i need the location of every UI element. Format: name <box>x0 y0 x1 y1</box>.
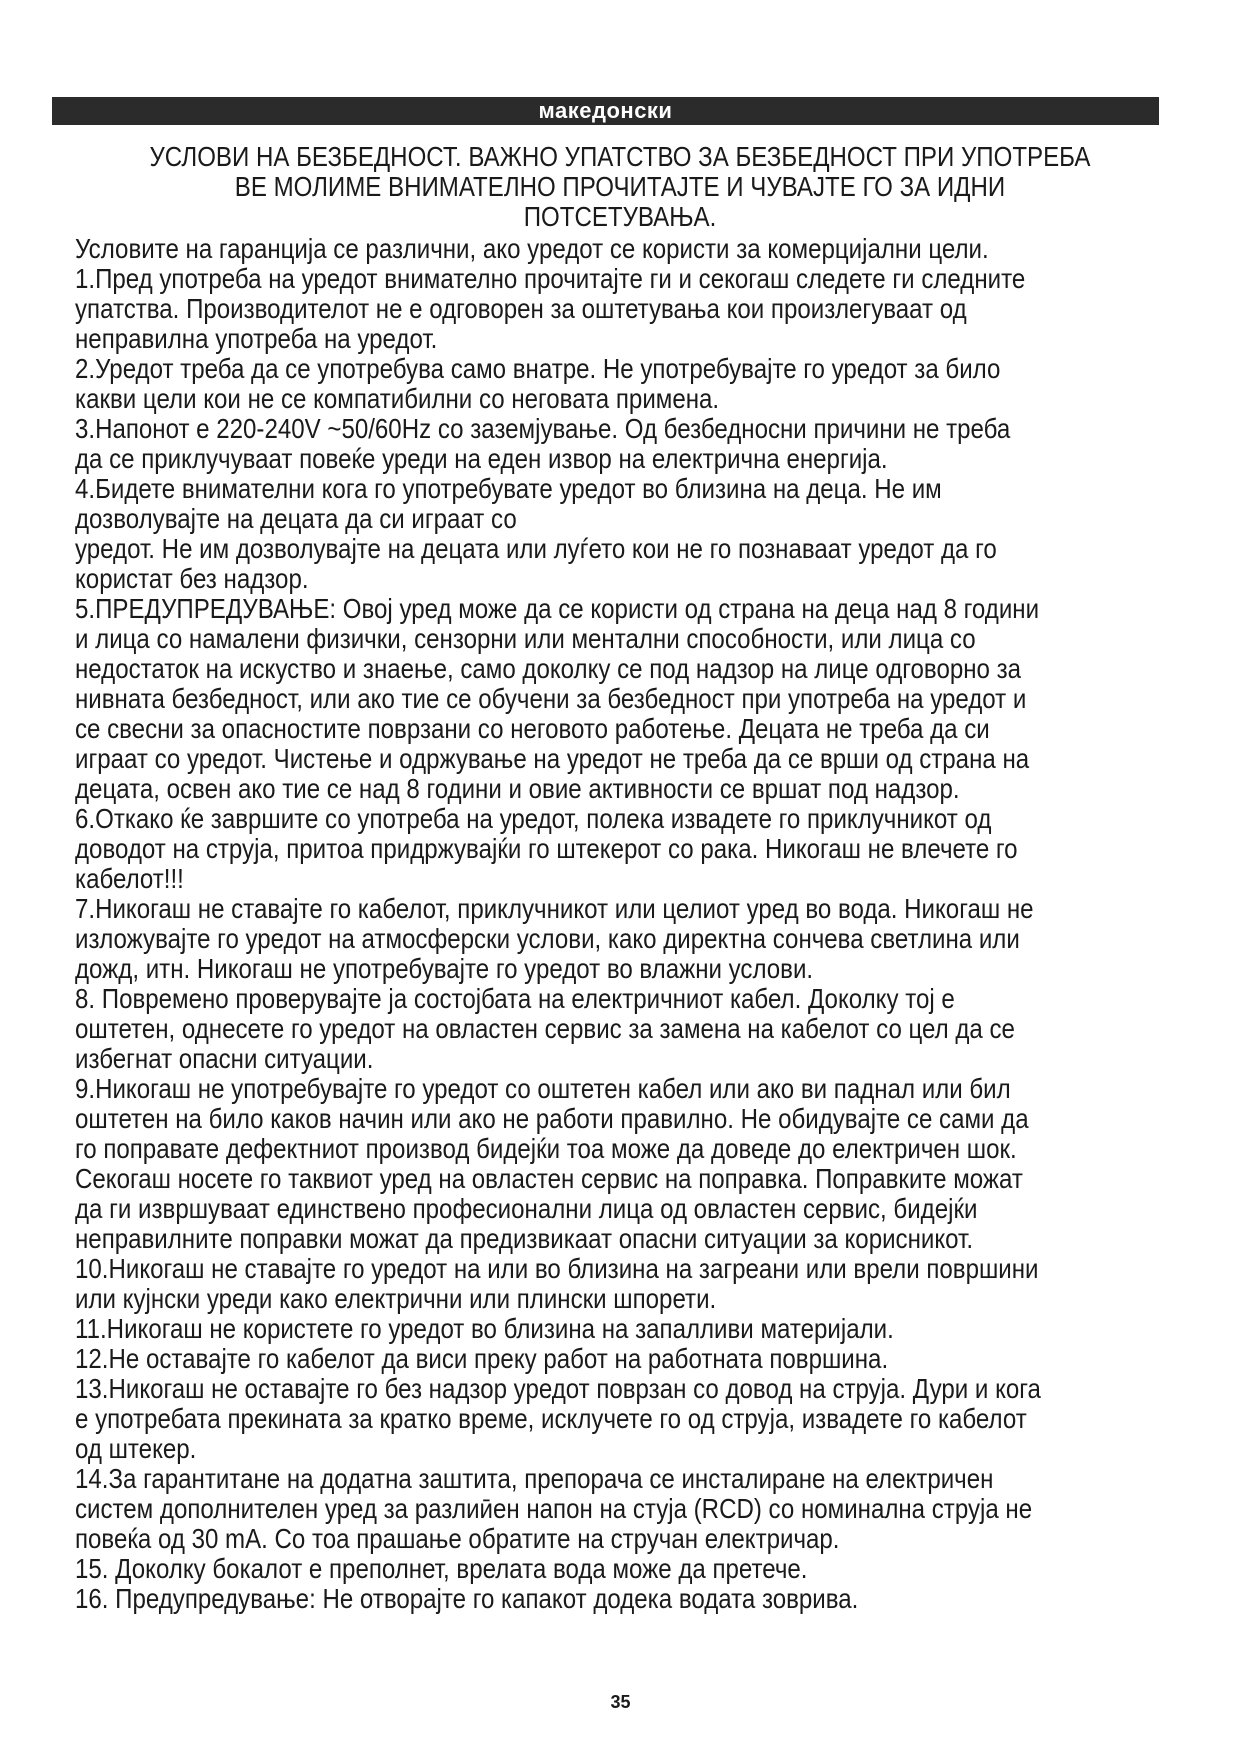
text-line: недостаток на искуство и знаење, само доколку се под надзор на лице одговорно за <box>75 653 1022 684</box>
text-line: играат со уредот. Чистење и одржување на уредот не треба да се врши од страна на <box>75 743 1030 774</box>
text-line: 5.ПРЕДУПРЕДУВАЊЕ: Овој уред може да се користи од страна на деца над 8 години <box>75 593 1040 624</box>
text-line: 8. Повремено проверувајте ја состојбата на електричниот кабел. Доколку тој е <box>75 983 955 1014</box>
text-line: изложувајте го уредот на атмосферски услови, како директна сончева светлина или <box>75 923 1020 954</box>
text-line: неправилна употреба на уредот. <box>75 323 438 354</box>
text-line: 14.За гарантитане на додатна заштита, препорача се инсталиране на електричен <box>75 1463 994 1494</box>
text-line: е употребата прекината за кратко време, исклучете го од струја, извадете го кабелот <box>75 1403 1027 1434</box>
text-line: од штекер. <box>75 1433 197 1464</box>
language-header-bar <box>52 97 1159 125</box>
text-line: систем дополнителен уред за разлиӣен напон на стуја (RCD) со номинална струја не <box>75 1493 1033 1524</box>
text-line: да ги извршуваат единствено професионални лица од овластен сервис, бидејќи <box>75 1193 978 1224</box>
text-line: оштетен на било каков начин или ако не работи правилно. Не обидувајте се сами да <box>75 1103 1029 1134</box>
text-line: 10.Никогаш не ставајте го уредот на или во близина на загреани или врели површини <box>75 1253 1039 1284</box>
text-line: 15. Доколку бокалот е преполнет, врелата вода може да претече. <box>75 1553 808 1584</box>
text-line: избегнат опасни ситуации. <box>75 1043 374 1074</box>
page-number: 35 <box>610 1692 631 1712</box>
text-line: кабелот!!! <box>75 863 184 894</box>
heading-line-3: ПОТСЕТУВАЊА. <box>523 201 717 232</box>
text-line: доводот на струја, притоа придржувајќи го штекерот со рака. Никогаш не влечете го <box>75 833 1018 864</box>
text-line: и лица со намалени физички, сензорни или ментални способности, или лица со <box>75 623 976 654</box>
text-line: 11.Никогаш не користете го уредот во близина на запалливи материјали. <box>75 1313 894 1344</box>
safety-instructions-body <box>75 234 1150 1614</box>
text-line: уредот. Не им дозволувајте на децата или луѓето кои не го познаваат уредот да го <box>75 533 997 564</box>
text-line: повеќа од 30 mA. Со тоа прашање обратите на стручан електричар. <box>75 1523 840 1554</box>
text-line: нивната безбедност, или ако тие се обучени за безбедност при употреба на уредот и <box>75 683 1027 714</box>
text-line: дозволувајте на децата да си играат со <box>75 503 517 534</box>
text-line: 12.Не оставајте го кабелот да виси преку работ на работната површина. <box>75 1343 889 1374</box>
text-line: 16. Предупредување: Не отворајте го капакот додека водата зоврива. <box>75 1583 859 1614</box>
text-line: 1.Пред употреба на уредот внимателно прочитајте ги и секогаш следете ги следните <box>75 263 1026 294</box>
text-line: Секогаш носете го таквиот уред на овластен сервис на поправка. Поправките можат <box>75 1163 1023 1194</box>
heading-line-2: ВЕ МОЛИМЕ ВНИМАТЕЛНО ПРОЧИТАЈТЕ И ЧУВАЈТЕ ГО ЗА ИДНИ <box>234 171 1006 202</box>
text-line: 7.Никогаш не ставајте го кабелот, приклучникот или целиот уред во вода. Никогаш не <box>75 893 1034 924</box>
text-line: Условите на гаранција се различни, ако уредот се користи за комерцијални цели. <box>75 233 989 264</box>
text-line: 3.Напонот е 220-240V ~50/60Hz со заземјување. Од безбедносни причини не треба <box>75 413 1011 444</box>
text-line: упатства. Производителот не е одговорен за оштетувања кои произлегуваат од <box>75 293 967 324</box>
text-line: неправилните поправки можат да предизвикаат опасни ситуации за корисникот. <box>75 1223 974 1254</box>
text-line: го поправате дефектниот производ бидејќи тоа може да доведе до електричен шок. <box>75 1133 1017 1164</box>
text-line: 6.Откако ќе завршите со употреба на уредот, полека извадете го приклучникот од <box>75 803 992 834</box>
heading-line-1: УСЛОВИ НА БЕЗБЕДНОСТ. ВАЖНО УПАТСТВО ЗА БЕЗБЕДНОСТ ПРИ УПОТРЕБА <box>149 141 1091 172</box>
text-line: да се приклучуваат повеќе уреди на еден извор на електрична енергија. <box>75 443 888 474</box>
text-line: 2.Уредот треба да се употребува само внатре. Не употребувајте го уредот за било <box>75 353 1001 384</box>
text-line: се свесни за опасностите поврзани со неговото работење. Децата не треба да си <box>75 713 990 744</box>
text-line: или кујнски уреди како електрични или плински шпорети. <box>75 1283 717 1314</box>
safety-heading <box>138 142 1101 232</box>
language-label: македонски <box>538 98 673 123</box>
text-line: оштетен, однесете го уредот на овластен сервис за замена на кабелот со цел да се <box>75 1013 1015 1044</box>
text-line: 4.Бидете внимателни кога го употребувате уредот во близина на деца. Не им <box>75 473 942 504</box>
text-line: користат без надзор. <box>75 563 309 594</box>
text-line: 13.Никогаш не оставајте го без надзор уредот поврзан со довод на струја. Дури и кога <box>75 1373 1041 1404</box>
text-line: какви цели кои не се компатибилни со неговата примена. <box>75 383 720 414</box>
text-line: 9.Никогаш не употребувајте го уредот со оштетен кабел или ако ви паднал или бил <box>75 1073 1011 1104</box>
text-line: децата, освен ако тие се над 8 години и овие активности се вршат под надзор. <box>75 773 960 804</box>
text-line: дожд, итн. Никогаш не употребувајте го уредот во влажни услови. <box>75 953 814 984</box>
